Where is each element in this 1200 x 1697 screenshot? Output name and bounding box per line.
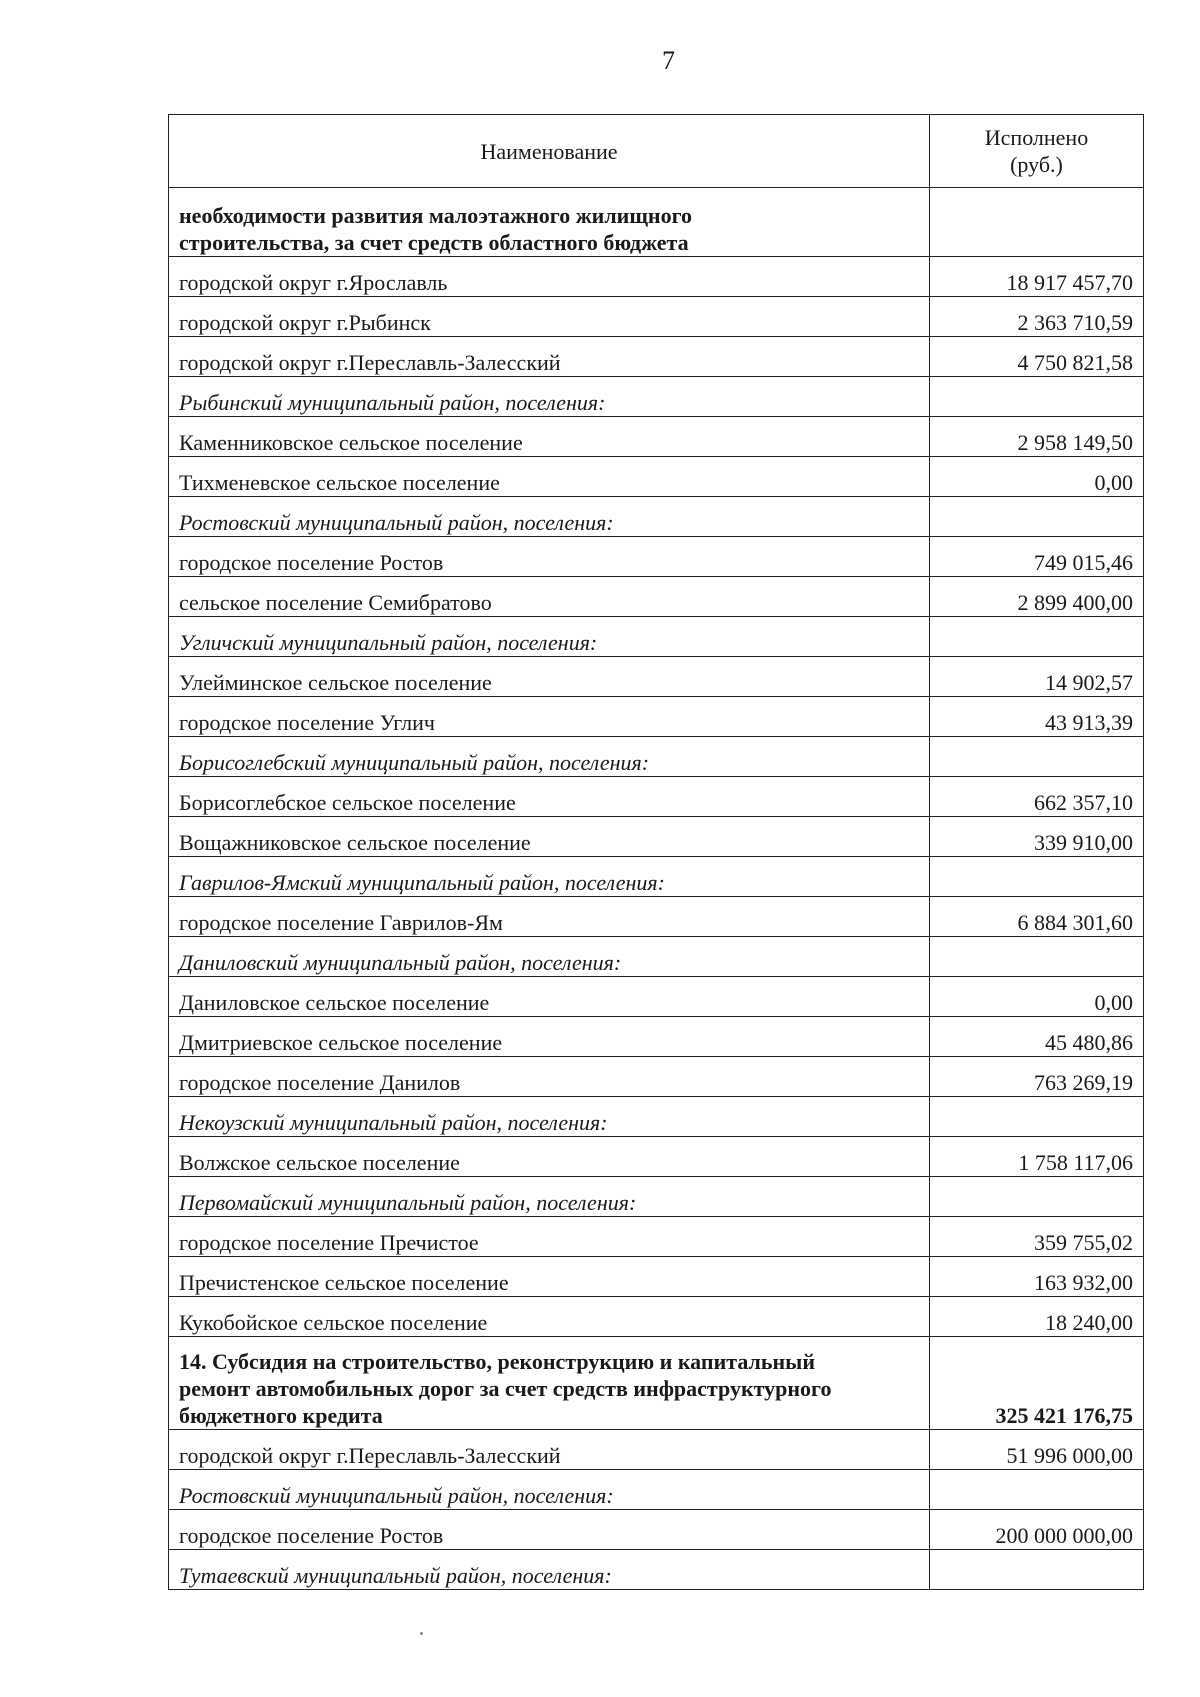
amount-cell (930, 1550, 1144, 1590)
amount-cell (930, 737, 1144, 777)
settlement-name-cell: Волжское сельское поселение (169, 1137, 930, 1177)
table-row (169, 537, 1144, 577)
settlement-name-cell: Каменниковское сельское поселение (169, 417, 930, 457)
page-number: 7 (662, 46, 675, 75)
amount-cell (930, 857, 1144, 897)
table-row (169, 737, 1144, 777)
settlement-name-cell: Борисоглебское сельское поселение (169, 777, 930, 817)
settlement-name-cell: Кукобойское сельское поселение (169, 1297, 930, 1337)
district-heading-cell: Борисоглебский муниципальный район, поселения: (169, 737, 930, 777)
settlement-name-cell: Вощажниковское сельское поселение (169, 817, 930, 857)
table-row (169, 817, 1144, 857)
amount-cell (930, 1177, 1144, 1217)
amount-cell: 18 917 457,70 (930, 257, 1144, 297)
district-heading-cell: Первомайский муниципальный район, поселения: (169, 1177, 930, 1217)
table-row (169, 1137, 1144, 1177)
column-header-executed-unit: (руб.) (1010, 152, 1063, 177)
column-header-executed-label: Исполнено (984, 125, 1089, 150)
section-14-line2: ремонт автомобильных дорог за счет средств инфраструктурного (179, 1376, 832, 1401)
amount-cell (930, 1097, 1144, 1137)
section-continued-title (169, 188, 930, 257)
table-row (169, 257, 1144, 297)
column-header-name: Наименование (169, 115, 930, 188)
table-header-row (169, 115, 1144, 188)
table-row (169, 1510, 1144, 1550)
amount-cell (930, 497, 1144, 537)
table-row (169, 1430, 1144, 1470)
amount-cell (930, 937, 1144, 977)
settlement-name-cell: сельское поселение Семибратово (169, 577, 930, 617)
section-continued-row (169, 188, 1144, 257)
settlement-name-cell: городской округ г.Рыбинск (169, 297, 930, 337)
table-row (169, 1017, 1144, 1057)
settlement-name-cell: городской округ г.Переславль-Залесский (169, 337, 930, 377)
table-row (169, 697, 1144, 737)
section-continued-line2: строительства, за счет средств областного бюджета (179, 230, 689, 255)
section-14-line1: 14. Субсидия на строительство, реконструкцию и капитальный (179, 1349, 816, 1374)
settlement-name-cell: городское поселение Данилов (169, 1057, 930, 1097)
budget-execution-table (168, 114, 1144, 1590)
settlement-name-cell: городское поселение Гаврилов-Ям (169, 897, 930, 937)
amount-cell: 51 996 000,00 (930, 1430, 1144, 1470)
amount-cell: 359 755,02 (930, 1217, 1144, 1257)
table-row (169, 777, 1144, 817)
scan-speck (420, 1632, 423, 1635)
amount-cell: 45 480,86 (930, 1017, 1144, 1057)
table-row (169, 657, 1144, 697)
district-heading-cell: Ростовский муниципальный район, поселения: (169, 497, 930, 537)
district-heading-cell: Тутаевский муниципальный район, поселения: (169, 1550, 930, 1590)
table-row (169, 1177, 1144, 1217)
amount-cell: 163 932,00 (930, 1257, 1144, 1297)
district-heading-cell: Гаврилов-Ямский муниципальный район, поселения: (169, 857, 930, 897)
table-row (169, 617, 1144, 657)
table-row (169, 937, 1144, 977)
settlement-name-cell: городское поселение Ростов (169, 537, 930, 577)
table-row (169, 337, 1144, 377)
amount-cell (930, 1470, 1144, 1510)
amount-cell: 2 958 149,50 (930, 417, 1144, 457)
amount-cell: 2 363 710,59 (930, 297, 1144, 337)
amount-cell: 14 902,57 (930, 657, 1144, 697)
table-row (169, 1257, 1144, 1297)
table-row (169, 297, 1144, 337)
table-row (169, 1057, 1144, 1097)
table-row (169, 977, 1144, 1017)
settlement-name-cell: Улейминское сельское поселение (169, 657, 930, 697)
amount-cell: 0,00 (930, 977, 1144, 1017)
district-heading-cell: Ростовский муниципальный район, поселения: (169, 1470, 930, 1510)
table-row (169, 1217, 1144, 1257)
amount-cell: 749 015,46 (930, 537, 1144, 577)
amount-cell: 6 884 301,60 (930, 897, 1144, 937)
table-row (169, 1470, 1144, 1510)
section-14-title (169, 1337, 930, 1430)
table-row (169, 897, 1144, 937)
table-row (169, 1297, 1144, 1337)
amount-cell: 662 357,10 (930, 777, 1144, 817)
section-14-amount: 325 421 176,75 (930, 1337, 1144, 1430)
settlement-name-cell: Пречистенское сельское поселение (169, 1257, 930, 1297)
settlement-name-cell: городское поселение Углич (169, 697, 930, 737)
amount-cell: 18 240,00 (930, 1297, 1144, 1337)
table-row (169, 1550, 1144, 1590)
table-row (169, 1097, 1144, 1137)
amount-cell: 0,00 (930, 457, 1144, 497)
section-continued-amount (930, 188, 1144, 257)
amount-cell: 200 000 000,00 (930, 1510, 1144, 1550)
amount-cell: 339 910,00 (930, 817, 1144, 857)
settlement-name-cell: городской округ г.Ярославль (169, 257, 930, 297)
table-row (169, 577, 1144, 617)
amount-cell: 1 758 117,06 (930, 1137, 1144, 1177)
column-header-executed (930, 115, 1144, 188)
table-row (169, 497, 1144, 537)
settlement-name-cell: Дмитриевское сельское поселение (169, 1017, 930, 1057)
settlement-name-cell: городской округ г.Переславль-Залесский (169, 1430, 930, 1470)
table-row (169, 857, 1144, 897)
table-row (169, 457, 1144, 497)
section-14-row (169, 1337, 1144, 1430)
amount-cell (930, 377, 1144, 417)
district-heading-cell: Рыбинский муниципальный район, поселения: (169, 377, 930, 417)
settlement-name-cell: Даниловское сельское поселение (169, 977, 930, 1017)
table-row (169, 377, 1144, 417)
settlement-name-cell: городское поселение Ростов (169, 1510, 930, 1550)
amount-cell: 4 750 821,58 (930, 337, 1144, 377)
district-heading-cell: Угличский муниципальный район, поселения: (169, 617, 930, 657)
amount-cell: 2 899 400,00 (930, 577, 1144, 617)
section-14-line3: бюджетного кредита (179, 1403, 383, 1428)
district-heading-cell: Даниловский муниципальный район, поселения: (169, 937, 930, 977)
settlement-name-cell: Тихменевское сельское поселение (169, 457, 930, 497)
section-continued-line1: необходимости развития малоэтажного жилищного (179, 203, 693, 228)
amount-cell (930, 617, 1144, 657)
table-row (169, 417, 1144, 457)
amount-cell: 43 913,39 (930, 697, 1144, 737)
settlement-name-cell: городское поселение Пречистое (169, 1217, 930, 1257)
district-heading-cell: Некоузский муниципальный район, поселения: (169, 1097, 930, 1137)
amount-cell: 763 269,19 (930, 1057, 1144, 1097)
